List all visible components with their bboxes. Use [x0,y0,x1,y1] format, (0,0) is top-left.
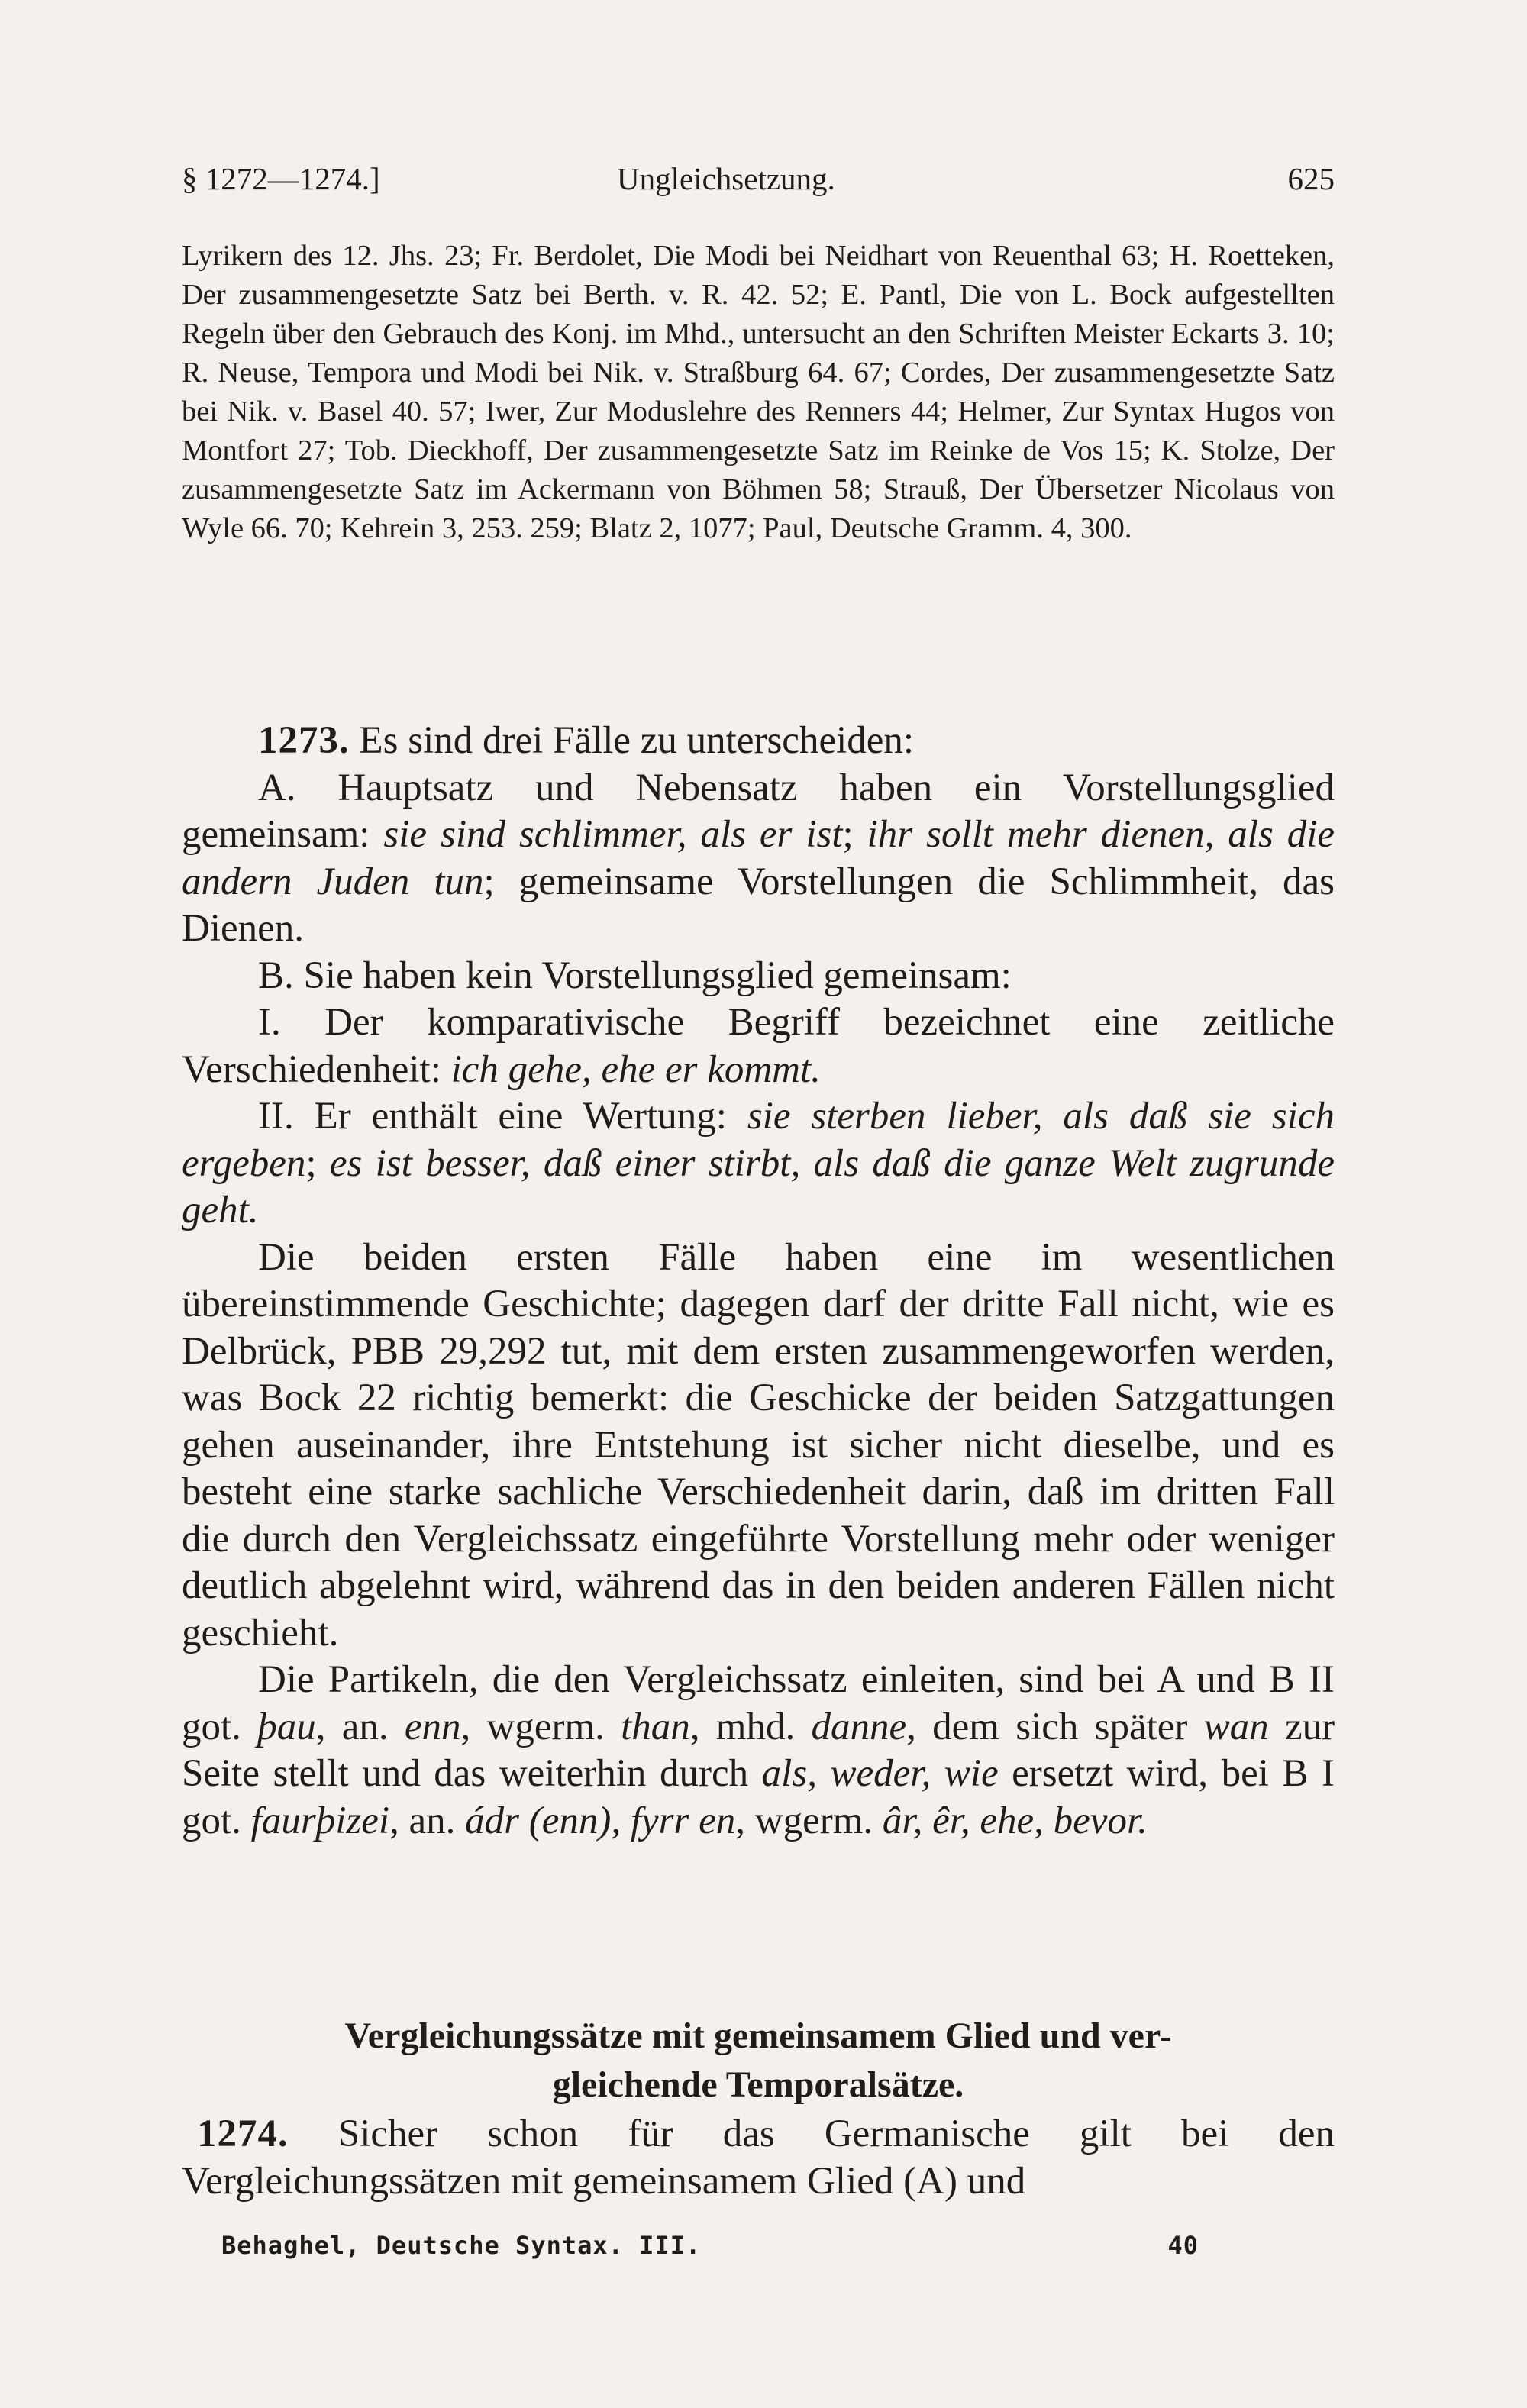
particle-ar-er-ehe-bevor: âr, êr, ehe, bevor. [882,1799,1148,1842]
section-1274 [182,2111,1335,2205]
case-b2-example-1: sie sterben lieber, als daß sie sich ergeben [182,1095,1335,1185]
case-b1-text: Der komparativische Begriff bezeichnet eine zeitliche Verschiedenheit: [182,1001,1335,1091]
particle-wan: wan [1203,1705,1269,1748]
subsection-heading [182,2012,1335,2109]
particles-text-7: ersetzt wird, bei B I got. [182,1752,1335,1842]
particles-text-3: , wgerm. [460,1705,605,1748]
particles-text-1: Die Partikeln, die den Vergleichssatz einleiten, sind bei A und B II got. [182,1658,1335,1748]
case-a-example-2: ihr sollt mehr dienen, als die andern Juden tun [182,813,1335,903]
running-head [182,160,1335,206]
particle-got-pau: þau [257,1705,316,1748]
case-a-text: Hauptsatz und Nebensatz haben ein Vorstellungsglied gemeinsam: [182,766,1335,856]
case-b1-example: ich gehe, ehe er kommt. [450,1047,821,1091]
page-header-title: Ungleichsetzung. [617,161,835,196]
intro-text: Es sind drei Fälle zu unterscheiden: [359,719,915,762]
section-range: § 1272—1274.] [182,161,380,196]
notes-text: Lyrikern des 12. Jhs. 23; Fr. Berdolet, Die Modi bei Neidhart von Reuenthal 63; H. Roetteken, Der zusammengesetzte Satz bei Berth. v. R. 42. 52; E. Pantl, Die von L. Bock aufgestellten Regeln über den Gebrauch des Konj. im Mhd., untersucht an den Schriften Meister Eckarts 3. 10; R. Neuse, Tempora und Modi bei Nik. v. Straßburg 64. 67; Cordes, Der zusammengesetzte Satz bei Nik. v. Basel 40. 57; Iwer, Zur Moduslehre des Renners 44; Helmer, Zur Syntax Hugos von Montfort 27; Tob. Dieckhoff, Der zusammengesetzte Satz im Reinke de Vos 15; K. Stolze, Der zusammengesetzte Satz im Ackermann von Böhmen 58; Strauß, Der Übersetzer Nicolaus von Wyle 66. 70; Kehrein 3, 253. 259; Blatz 2, 1077; Paul, Deutsche Gramm. 4, 300. [182,240,1335,544]
case-a-label: A. [258,766,296,809]
history-paragraph: Die beiden ersten Fälle haben eine im wesentlichen übereinstimmende Geschichte; dagegen darf der dritte Fall nicht, wie es Delbrück, PBB 29,292 tut, mit dem ersten zusammengeworfen werden, was Bock 22 richtig bemerkt: die Geschicke der beiden Satzgattungen gehen auseinander, ihre Entstehung ist sicher nicht dieselbe, und es besteht eine starke sachliche Verschiedenheit darin, daß im dritten Fall die durch den Vergleichssatz eingeführte Vorstellung mehr oder weniger deutlich abgelehnt wird, während das in den beiden anderen Fällen nicht geschieht. [182,1235,1335,1654]
page-footer [221,2231,1199,2269]
particle-als-weder-wie: als, weder, wie [761,1752,999,1795]
page-number: 625 [1287,161,1335,196]
particle-mhd-danne: danne [811,1705,907,1748]
case-b2 [182,1093,1335,1235]
section-number-1274: 1274. [197,2113,289,2155]
heading-line-1: Vergleichungssätze mit gemeinsamem Glied und ver- [344,2016,1172,2056]
case-b [182,953,1335,1000]
particles-text-2: , an. [315,1705,389,1748]
section-1274-paragraph [182,2111,1335,2205]
particles-text-6: zur Seite stellt und das weiterhin durch [182,1705,1335,1795]
particle-faurpizei: faurþizei [250,1799,390,1842]
particles-text-8: , an. [389,1799,456,1842]
case-b2-example-2: es ist besser, daß einer stirbt, als daß die ganze Welt zugrunde geht. [182,1141,1335,1231]
case-a-example-1: sie sind schlimmer, als er ist [383,813,843,856]
section-1273 [182,718,1335,1845]
signature-mark: 40 [1167,2231,1199,2260]
bibliography-notes [182,237,1335,548]
particle-wgerm-than: than [621,1705,690,1748]
section-1274-text: Sicher schon für das Germanische gilt bei den Vergleichungssätzen mit gemeinsamem Glied (A) und [182,2113,1335,2203]
section-number-1273: 1273. [258,719,350,762]
particle-adr-fyrr: ádr (enn), fyrr en [465,1799,736,1842]
section-1273-intro [182,718,1335,765]
particle-an-enn: enn [404,1705,461,1748]
case-b-label: B. [258,954,294,997]
case-b1 [182,999,1335,1093]
case-b2-sep: ; [305,1141,317,1185]
particles-text-5: , dem sich später [906,1705,1188,1748]
case-a-conclusion: ; gemeinsame Vorstellungen die Schlimmheit, das Dienen. [182,860,1335,950]
case-a [182,765,1335,953]
particles-text-9: , wgerm. [735,1799,873,1842]
case-a-sep: ; [842,813,854,856]
case-b-text: Sie haben kein Vorstellungsglied gemeinsam: [303,954,1012,997]
footer-author-work: Behaghel, Deutsche Syntax. III. [221,2231,702,2260]
case-b2-text: Er enthält eine Wertung: [314,1095,727,1138]
heading-line-2: gleichende Temporalsätze. [552,2064,964,2105]
particles-paragraph [182,1657,1335,1845]
case-b2-label: II. [258,1095,294,1138]
particles-text-4: , mhd. [689,1705,796,1748]
case-b1-label: I. [258,1001,281,1044]
